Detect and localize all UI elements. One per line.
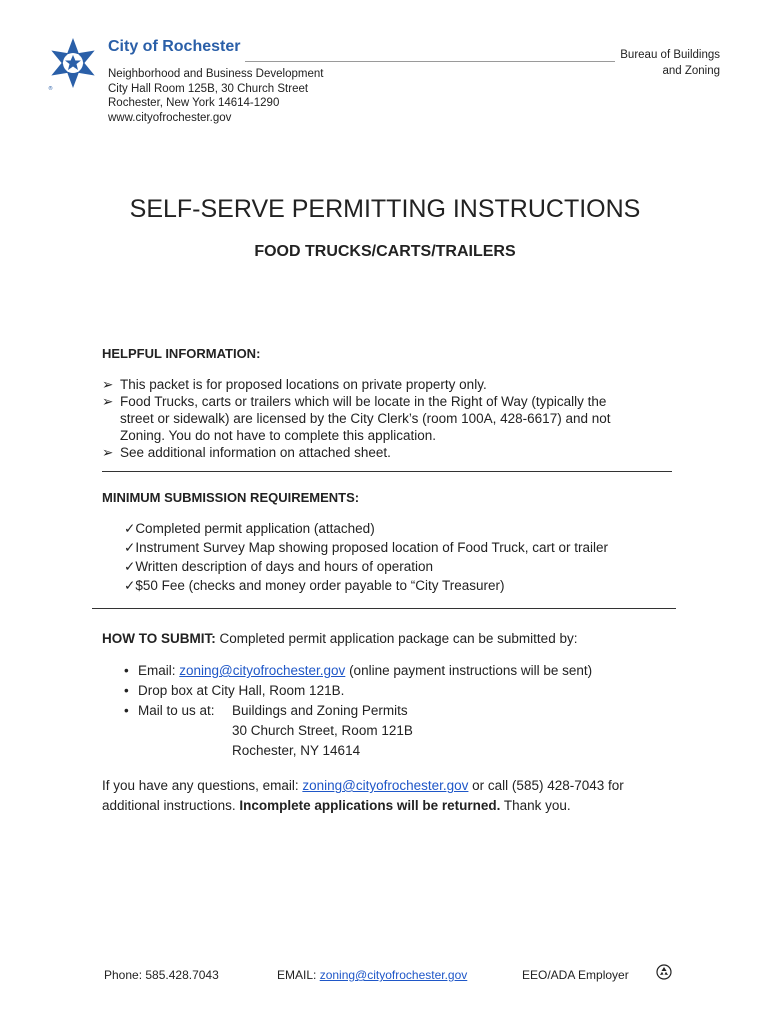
mail-address xyxy=(124,721,413,761)
bullet-icon: • xyxy=(124,663,129,678)
footer-phone: Phone: 585.428.7043 xyxy=(104,968,219,982)
footer-email-link[interactable]: zoning@cityofrochester.gov xyxy=(319,968,468,982)
footer-email xyxy=(277,968,467,982)
email-link[interactable]: zoning@cityofrochester.gov xyxy=(179,663,346,678)
questions-text: Thank you. xyxy=(500,798,571,813)
list-item xyxy=(124,519,644,538)
email-link[interactable]: zoning@cityofrochester.gov xyxy=(302,778,469,793)
svg-text:®: ® xyxy=(48,86,53,90)
list-item xyxy=(124,681,664,701)
email-label: Email: xyxy=(138,663,180,678)
list-item-text: Instrument Survey Map showing proposed location of Food Truck, cart or trailer xyxy=(135,540,609,555)
questions-paragraph xyxy=(102,776,662,816)
helpful-heading: HELPFUL INFORMATION: xyxy=(102,346,261,361)
bullet-icon: • xyxy=(124,683,129,698)
address-block xyxy=(108,67,323,125)
page-subtitle: FOOD TRUCKS/CARTS/TRAILERS xyxy=(254,243,516,260)
bureau-name xyxy=(614,47,720,79)
footer-email-label: EMAIL: xyxy=(277,968,320,982)
dropbox-text: Drop box at City Hall, Room 121B. xyxy=(138,683,345,698)
checkmark-icon: ✓ xyxy=(124,521,136,536)
section-divider xyxy=(102,471,672,472)
submit-intro-text: Completed permit application package can be submitted by: xyxy=(215,631,578,646)
bullet-icon: • xyxy=(124,703,129,718)
list-item xyxy=(102,376,642,393)
footer-eeo: EEO/ADA Employer xyxy=(522,968,629,982)
address-line: Neighborhood and Business Development xyxy=(108,68,324,80)
list-item-text: $50 Fee (checks and money order payable to “City Treasurer) xyxy=(135,578,505,593)
list-item-text: This packet is for proposed locations on private property only. xyxy=(120,377,487,392)
list-item xyxy=(124,538,644,557)
list-item xyxy=(124,557,644,576)
list-item-text: Completed permit application (attached) xyxy=(135,521,375,536)
list-item xyxy=(102,393,642,444)
helpful-list xyxy=(102,376,642,461)
arrow-bullet-icon: ➢ xyxy=(102,394,114,409)
requirements-list xyxy=(124,519,644,595)
requirements-heading: MINIMUM SUBMISSION REQUIREMENTS: xyxy=(102,490,360,505)
section-divider xyxy=(92,608,676,609)
address-line: City Hall Room 125B, 30 Church Street xyxy=(108,82,309,95)
city-logo-icon xyxy=(48,36,98,90)
submit-list xyxy=(124,661,664,721)
website-text: www.cityofrochester.gov xyxy=(108,111,232,124)
mail-line: 30 Church Street, Room 121B xyxy=(232,723,413,738)
list-item xyxy=(124,701,664,721)
email-note: (online payment instructions will be sent) xyxy=(345,663,593,678)
arrow-bullet-icon: ➢ xyxy=(102,445,114,460)
questions-text: or call (585) 428-7043 for additional instructions. xyxy=(102,778,624,813)
bureau-line: and Zoning xyxy=(662,65,720,77)
org-name: City of Rochester xyxy=(108,38,241,55)
list-item-text: See additional information on attached sheet. xyxy=(120,445,391,460)
header-divider xyxy=(245,61,615,62)
list-item xyxy=(102,444,642,461)
recycle-icon xyxy=(656,964,672,980)
bureau-line: Bureau of Buildings xyxy=(620,49,720,61)
submit-intro xyxy=(102,630,682,647)
mail-label: Mail to us at: xyxy=(138,703,215,718)
list-item xyxy=(124,661,664,681)
checkmark-icon: ✓ xyxy=(124,559,136,574)
questions-text: If you have any questions, email: xyxy=(102,778,303,793)
arrow-bullet-icon: ➢ xyxy=(102,377,114,392)
checkmark-icon: ✓ xyxy=(124,578,136,593)
warning-text: Incomplete applications will be returned. xyxy=(239,798,501,813)
address-line: Rochester, New York 14614-1290 xyxy=(108,97,280,109)
submit-heading: HOW TO SUBMIT: xyxy=(102,631,216,646)
mail-line: Rochester, NY 14614 xyxy=(232,743,361,758)
list-item-text: Written description of days and hours of operation xyxy=(135,559,433,574)
list-item-text: Food Trucks, carts or trailers which will be locate in the Right of Way (typically the street or sidewalk) are licensed by the City Clerk’s (room 100A, 428-6617) and not Zoning. You do not have to complete this application. xyxy=(120,394,611,443)
checkmark-icon: ✓ xyxy=(124,540,136,555)
list-item xyxy=(124,576,644,595)
page-title: SELF-SERVE PERMITTING INSTRUCTIONS xyxy=(129,195,641,223)
mail-line: Buildings and Zoning Permits xyxy=(232,703,408,718)
